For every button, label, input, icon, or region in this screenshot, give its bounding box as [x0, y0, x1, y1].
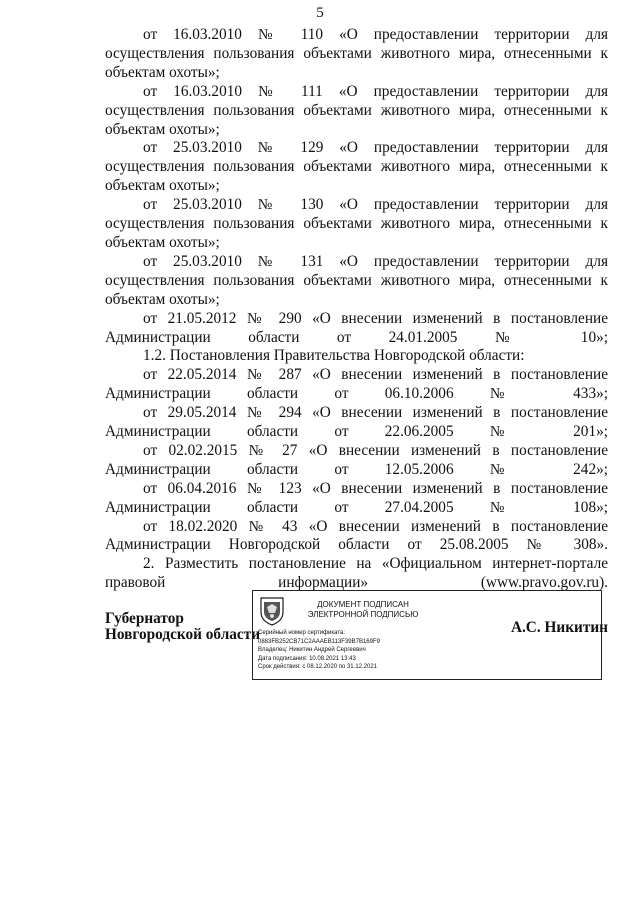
- serial-label: Серийный номер сертификата:: [258, 630, 346, 636]
- list-item-decree: от 02.02.2015 № 27 «О внесении изменений в постановление Администрации области от 12.05.2006 № 242»;: [105, 441, 608, 478]
- document-body: [105, 26, 608, 593]
- certificate-details: [258, 629, 380, 672]
- signatory-name: А.С. Никитин: [510, 619, 608, 636]
- list-item-decree: от 16.03.2010 № 111 «О предоставлении территории для осуществления пользования объектами животного мира, отнесенными к объектам охоты»;: [105, 82, 608, 138]
- signatory-position: [105, 611, 260, 643]
- position-line: Губернатор: [105, 610, 184, 627]
- position-line: Новгородской области: [105, 626, 261, 643]
- signing-date: Дата подписания: 10.08.2021 13:43: [258, 655, 356, 662]
- certificate-owner: Владелец: Никитин Андрей Сергеевич: [258, 647, 366, 654]
- list-item-decree: от 29.05.2014 № 294 «О внесении изменений в постановление Администрации области от 22.06.2005 № 201»;: [105, 404, 608, 441]
- list-item-decree: от 18.02.2020 № 43 «О внесении изменений в постановление Администрации Новгородской области от 25.08.2005 № 308».: [105, 517, 608, 554]
- stamp-title-line: ЭЛЕКТРОННОЙ ПОДПИСЬЮ: [307, 610, 419, 619]
- serial-number: 0883FB252CB71C2AAAEB113F39B7B169F9: [258, 638, 380, 645]
- list-item-decree: от 22.05.2014 № 287 «О внесении изменений в постановление Администрации области от 06.10.2006 № 433»;: [105, 366, 608, 403]
- list-item-decree: от 25.03.2010 № 130 «О предоставлении территории для осуществления пользования объектами животного мира, отнесенными к объектам охоты»;: [105, 196, 608, 251]
- list-item-decree: от 25.03.2010 № 131 «О предоставлении территории для осуществления пользования объектами животного мира, отнесенными к объектам охоты»;: [105, 252, 608, 308]
- signature-block: [105, 590, 608, 690]
- validity-period: Срок действия: с 08.12.2020 по 31.12.2021: [258, 664, 378, 671]
- publication-clause: 2. Разместить постановление на «Официальном интернет-портале правовой информации» (www.pravo.gov.ru).: [105, 555, 608, 592]
- stamp-title: [293, 600, 433, 620]
- list-item-decree: от 25.03.2010 № 129 «О предоставлении территории для осуществления пользования объектами животного мира, отнесенными к объектам охоты»;: [105, 139, 608, 195]
- section-heading: 1.2. Постановления Правительства Новгородской области:: [143, 347, 525, 365]
- list-item-decree: от 06.04.2016 № 123 «О внесении изменений в постановление Администрации области от 27.04.2005 № 108»;: [105, 479, 608, 516]
- stamp-title-line: ДОКУМЕНТ ПОДПИСАН: [317, 600, 409, 609]
- page-number: 5: [316, 5, 324, 21]
- list-item-decree: от 21.05.2012 № 290 «О внесении изменений в постановление Администрации области от 24.01.2005 № 10»;: [105, 309, 608, 346]
- coat-of-arms-icon: [258, 596, 286, 626]
- list-item-decree: от 16.03.2010 № 110 «О предоставлении территории для осуществления пользования объектами животного мира, отнесенными к объектам охоты»;: [105, 26, 608, 81]
